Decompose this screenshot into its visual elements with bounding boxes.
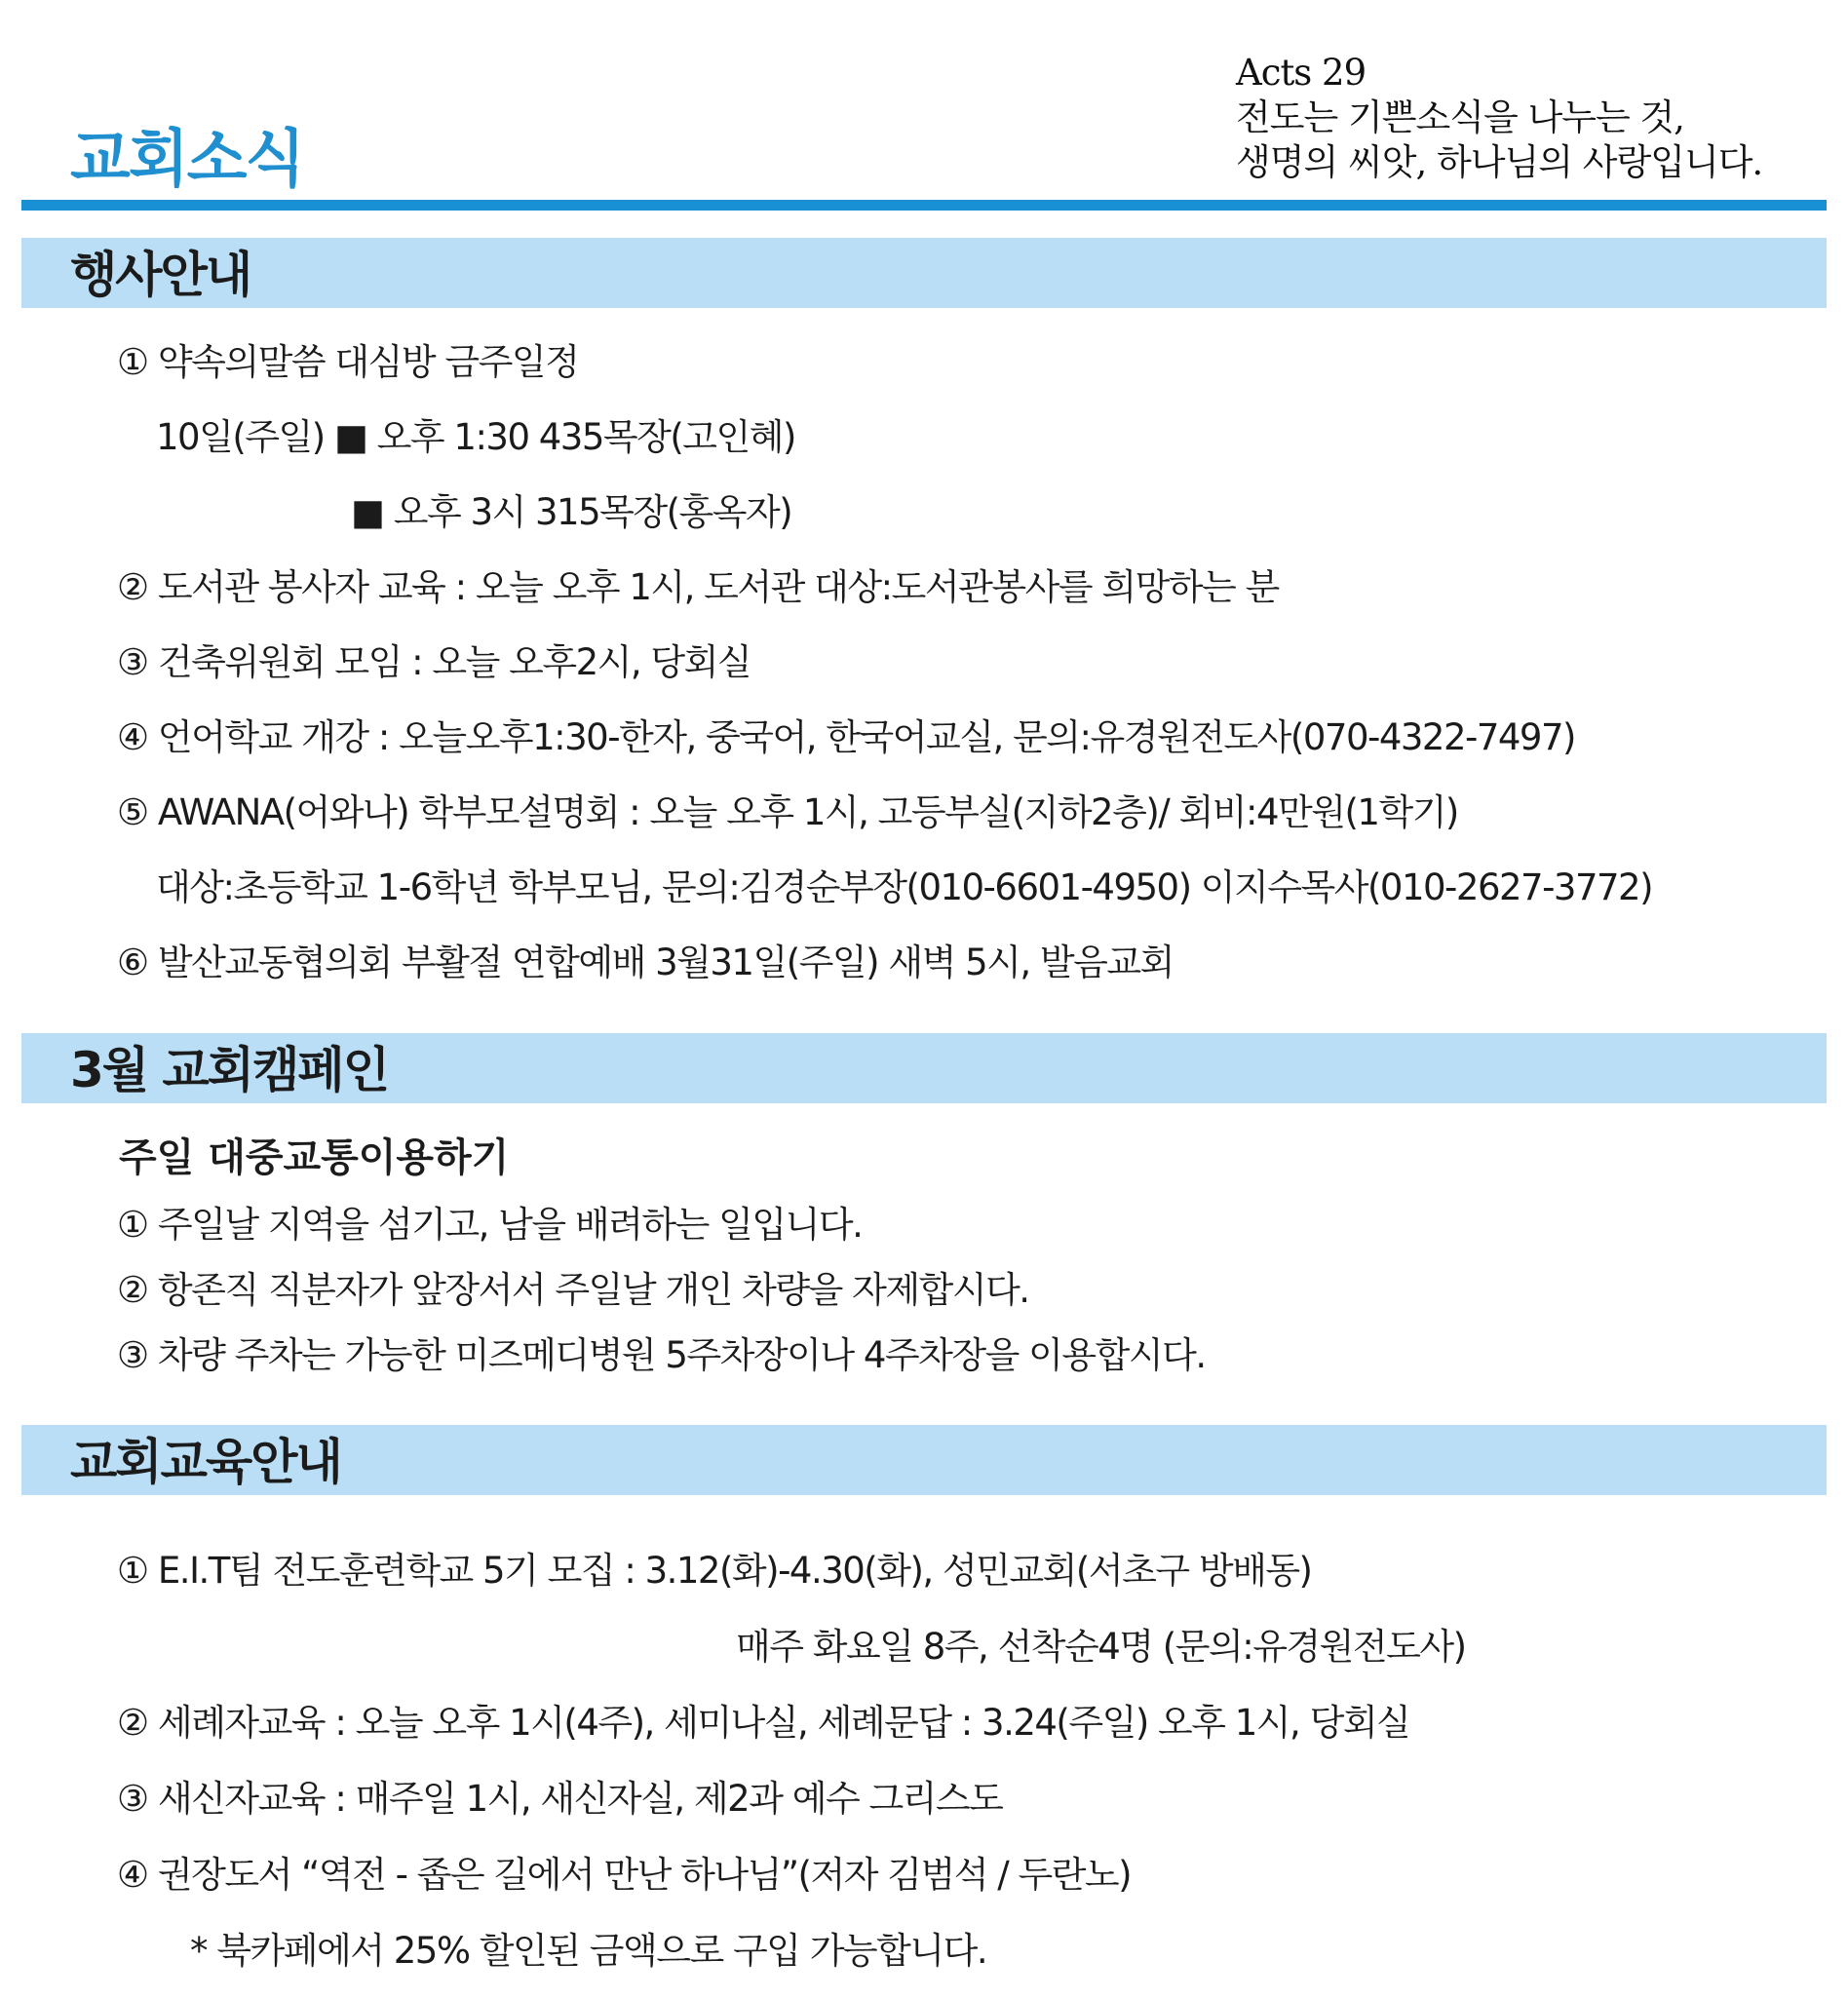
event-line: ⑥ 발산교동협의회 부활절 연합예배 3월31일(주일) 새벽 5시, 발음교회 bbox=[117, 942, 1174, 983]
section-heading-education: 교회교육안내 bbox=[70, 1434, 341, 1490]
education-line: 매주 화요일 8주, 선착순4명 (문의:유경원전도사) bbox=[736, 1626, 1466, 1668]
education-line: ③ 새신자교육 : 매주일 1시, 새신자실, 제2과 예수 그리스도 bbox=[117, 1778, 1003, 1820]
section-heading-events: 행사안내 bbox=[70, 247, 251, 303]
section-heading-campaign: 3월 교회캠페인 bbox=[70, 1042, 388, 1098]
education-line: ① E.I.T팀 전도훈련학교 5기 모집 : 3.12(화)-4.30(화), 성민교회(서초구 방배동) bbox=[117, 1550, 1312, 1592]
event-line: ⑤ AWANA(어와나) 학부모설명회 : 오늘 오후 1시, 고등부실(지하2층)/ 회비:4만원(1학기) bbox=[117, 791, 1458, 833]
motto-line: Acts 29 bbox=[1236, 52, 1367, 94]
event-line: ① 약속의말씀 대심방 금주일정 bbox=[117, 341, 579, 383]
education-line: ② 세례자교육 : 오늘 오후 1시(4주), 세미나실, 세례문답 : 3.24(주일) 오후 1시, 당회실 bbox=[117, 1702, 1410, 1744]
education-line: ④ 권장도서 “역전 - 좁은 길에서 만난 하나님”(저자 김범석 / 두란노) bbox=[117, 1854, 1132, 1896]
header-divider bbox=[21, 200, 1827, 211]
motto-line: 생명의 씨앗, 하나님의 사랑입니다. bbox=[1236, 141, 1763, 183]
event-line: ③ 건축위원회 모임 : 오늘 오후2시, 당회실 bbox=[117, 641, 751, 683]
section-band-education bbox=[21, 1425, 1827, 1495]
section-band-events bbox=[21, 238, 1827, 308]
campaign-line: ③ 차량 주차는 가능한 미즈메디병원 5주차장이나 4주차장을 이용합시다. bbox=[117, 1334, 1206, 1376]
motto bbox=[1236, 51, 1830, 185]
page-header bbox=[0, 0, 1848, 214]
campaign-subheading: 주일 대중교통이용하기 bbox=[119, 1135, 510, 1180]
event-line: ■ 오후 3시 315목장(홍옥자) bbox=[351, 491, 792, 533]
event-line: ④ 언어학교 개강 : 오늘오후1:30-한자, 중국어, 한국어교실, 문의:유경원전도사(070-4322-7497) bbox=[117, 716, 1575, 758]
education-line: * 북카페에서 25% 할인된 금액으로 구입 가능합니다. bbox=[190, 1930, 987, 1972]
campaign-line: ① 주일날 지역을 섬기고, 남을 배려하는 일입니다. bbox=[117, 1204, 863, 1246]
event-line: ② 도서관 봉사자 교육 : 오늘 오후 1시, 도서관 대상:도서관봉사를 희망하는 분 bbox=[117, 566, 1279, 608]
section-band-campaign bbox=[21, 1033, 1827, 1103]
campaign-line: ② 항존직 직분자가 앞장서서 주일날 개인 차량을 자제합시다. bbox=[117, 1269, 1029, 1311]
event-line: 10일(주일) ■ 오후 1:30 435목장(고인혜) bbox=[156, 416, 795, 458]
motto-line: 전도는 기쁜소식을 나누는 것, bbox=[1236, 96, 1684, 138]
event-line: 대상:초등학교 1-6학년 학부모님, 문의:김경순부장(010-6601-4950) 이지수목사(010-2627-3772) bbox=[156, 866, 1653, 908]
page-title: 교회소식 bbox=[70, 124, 304, 196]
